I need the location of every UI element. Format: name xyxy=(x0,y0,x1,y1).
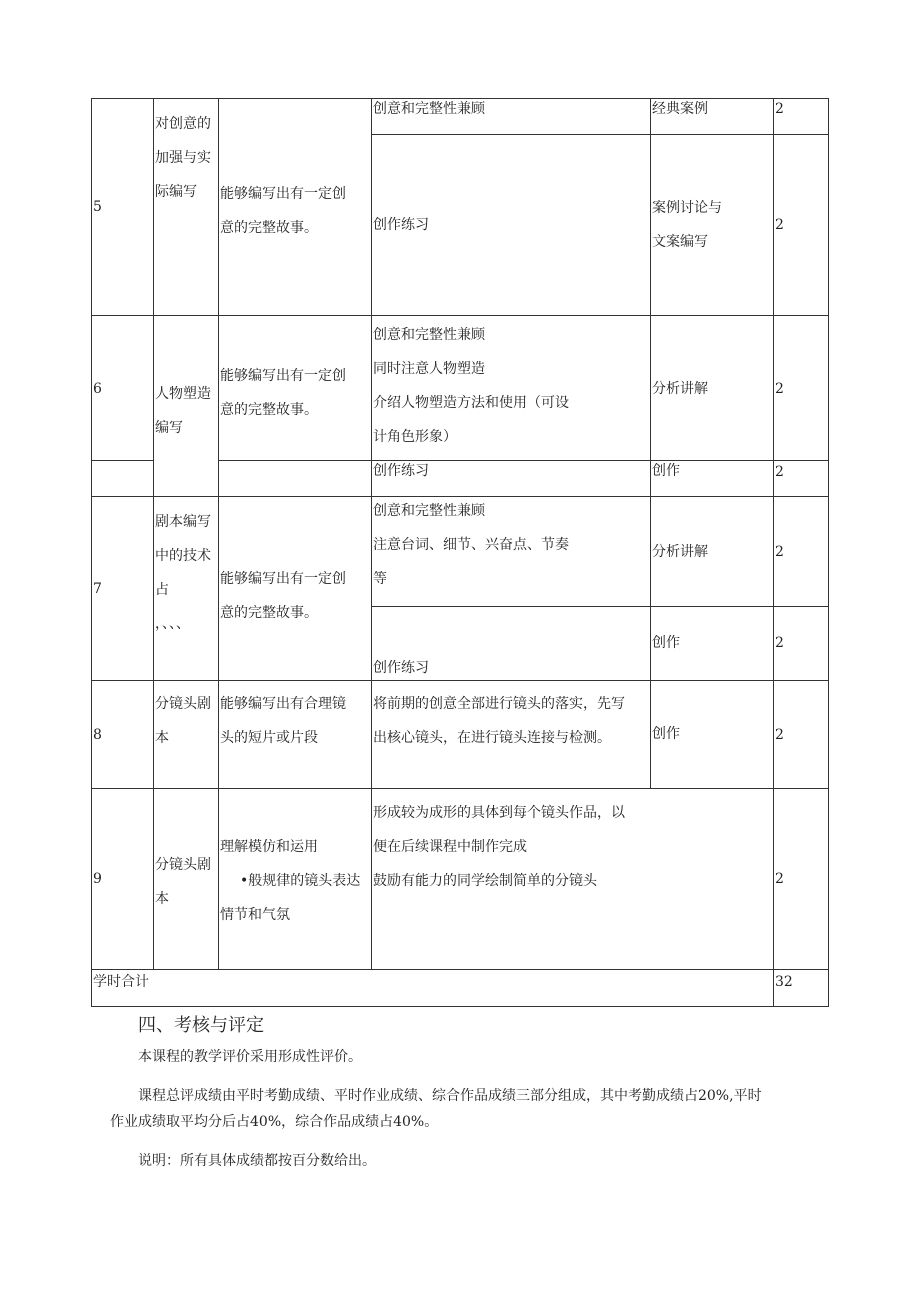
hours-cell: 2 xyxy=(775,464,784,480)
table-border xyxy=(91,315,829,316)
topic-cell xyxy=(155,848,211,916)
table-border xyxy=(91,98,92,1006)
content-cell xyxy=(373,318,569,454)
goal-line: 头的短片或片段 xyxy=(220,730,318,746)
hours-cell: 2 xyxy=(775,381,784,397)
table-border xyxy=(650,98,651,788)
table-border xyxy=(153,98,154,969)
method-cell: 创作 xyxy=(652,635,680,651)
goal-line: 能够编写出有一定创 xyxy=(220,368,346,384)
content-line: 计角色形象） xyxy=(373,429,457,445)
hours-cell: 2 xyxy=(775,635,784,651)
goal-cell xyxy=(220,562,346,630)
paragraph-line: 课程总评成绩由平时考勤成绩、平时作业成绩、综合作品成绩三部分组成，其中考勤成绩占20%,平时 xyxy=(138,1088,762,1104)
topic-line: 人物塑造 xyxy=(155,386,211,402)
content-line: 介绍人物塑造方法和使用（可设 xyxy=(373,395,569,411)
goal-line: 能够编写出有合理镜 xyxy=(220,696,346,712)
method-line: 文案编写 xyxy=(652,234,708,250)
goal-line: 意的完整故事。 xyxy=(220,402,318,418)
content-line: 鼓励有能力的同学绘制简单的分镜头 xyxy=(373,873,597,889)
topic-line: 际编写 xyxy=(155,184,197,200)
method-cell: 经典案例 xyxy=(652,101,708,117)
topic-line: ，、、、 xyxy=(155,616,190,632)
topic-line: 对创意的 xyxy=(155,116,211,132)
topic-line: 分镜头剧 xyxy=(155,696,211,712)
method-cell: 分析讲解 xyxy=(652,381,708,397)
method-cell xyxy=(652,191,722,259)
total-hours: 32 xyxy=(775,974,793,990)
goal-cell xyxy=(220,359,346,427)
topic-line: 占 xyxy=(155,582,169,598)
table-border xyxy=(91,680,829,681)
goal-line: 理解模仿和运用 xyxy=(220,839,318,855)
goal-cell xyxy=(220,830,360,932)
paragraph: 说明：所有具体成绩都按百分数给出。 xyxy=(138,1153,376,1169)
goal-line: •般规律的镜头表达 xyxy=(240,873,361,889)
row-number: 5 xyxy=(93,199,102,215)
topic-line: 本 xyxy=(155,891,169,907)
table-border xyxy=(218,98,219,969)
row-number: 9 xyxy=(93,871,102,887)
goal-cell xyxy=(220,177,346,245)
content-cell: 创作练习 xyxy=(373,660,429,676)
content-line: 将前期的创意全部进行镜头的落实，先写 xyxy=(373,696,625,712)
topic-line: 本 xyxy=(155,730,169,746)
topic-cell xyxy=(155,505,211,641)
method-line: 案例讨论与 xyxy=(652,200,722,216)
table-border xyxy=(218,460,829,461)
row-number: 6 xyxy=(93,381,102,397)
table-border xyxy=(91,460,153,461)
topic-line: 中的技术 xyxy=(155,548,211,564)
goal-line: 意的完整故事。 xyxy=(220,605,318,621)
content-line: 创意和完整性兼顾 xyxy=(373,503,485,519)
topic-line: 加强与实 xyxy=(155,150,211,166)
topic-cell xyxy=(155,377,211,445)
method-cell: 创作 xyxy=(652,726,680,742)
paragraph xyxy=(110,1083,830,1135)
table-border xyxy=(371,134,829,135)
hours-cell: 2 xyxy=(775,727,784,743)
hours-cell: 2 xyxy=(775,871,784,887)
table-border xyxy=(91,788,829,789)
content-line: 形成较为成形的具体到每个镜头作品，以 xyxy=(373,805,625,821)
content-line: 注意台词、细节、兴奋点、节奏 xyxy=(373,537,569,553)
content-cell xyxy=(373,796,625,898)
content-line: 便在后续课程中制作完成 xyxy=(373,839,527,855)
content-cell: 创意和完整性兼顾 xyxy=(373,101,485,117)
content-cell: 创作练习 xyxy=(373,463,429,479)
section-title: 四、考核与评定 xyxy=(138,1015,264,1036)
table-border xyxy=(371,606,829,607)
topic-cell xyxy=(155,107,211,209)
content-line: 出核心镜头，在进行镜头连接与检测。 xyxy=(373,730,611,746)
table-border xyxy=(91,969,829,970)
table-border xyxy=(371,98,372,969)
goal-line: 意的完整故事。 xyxy=(220,220,318,236)
topic-line: 剧本编写 xyxy=(155,514,211,530)
topic-cell xyxy=(155,687,211,755)
goal-line: 能够编写出有一定创 xyxy=(220,571,346,587)
content-cell xyxy=(373,687,625,755)
method-cell: 创作 xyxy=(652,463,680,479)
total-label: 学时合计 xyxy=(93,974,149,990)
content-line: 等 xyxy=(373,571,387,587)
row-number: 8 xyxy=(93,727,102,743)
goal-line: 能够编写出有一定创 xyxy=(220,186,346,202)
paragraph: 本课程的教学评价采用形成性评价。 xyxy=(138,1049,362,1065)
topic-line: 分镜头剧 xyxy=(155,857,211,873)
table-border xyxy=(773,98,774,1006)
method-cell: 分析讲解 xyxy=(652,544,708,560)
goal-cell xyxy=(220,687,346,755)
content-cell: 创作练习 xyxy=(373,217,429,233)
hours-cell: 2 xyxy=(775,217,784,233)
hours-cell: 2 xyxy=(775,101,784,117)
hours-cell: 2 xyxy=(775,544,784,560)
row-number: 7 xyxy=(93,581,102,597)
table-border xyxy=(91,1006,829,1007)
content-cell xyxy=(373,494,569,596)
goal-line: 情节和气氛 xyxy=(220,907,290,923)
content-line: 创意和完整性兼顾 xyxy=(373,327,485,343)
topic-line: 编写 xyxy=(155,420,183,436)
content-line: 同时注意人物塑造 xyxy=(373,361,485,377)
paragraph-line: 作业成绩取平均分后占40%，综合作品成绩占40%。 xyxy=(110,1114,439,1130)
table-border xyxy=(828,98,829,1006)
